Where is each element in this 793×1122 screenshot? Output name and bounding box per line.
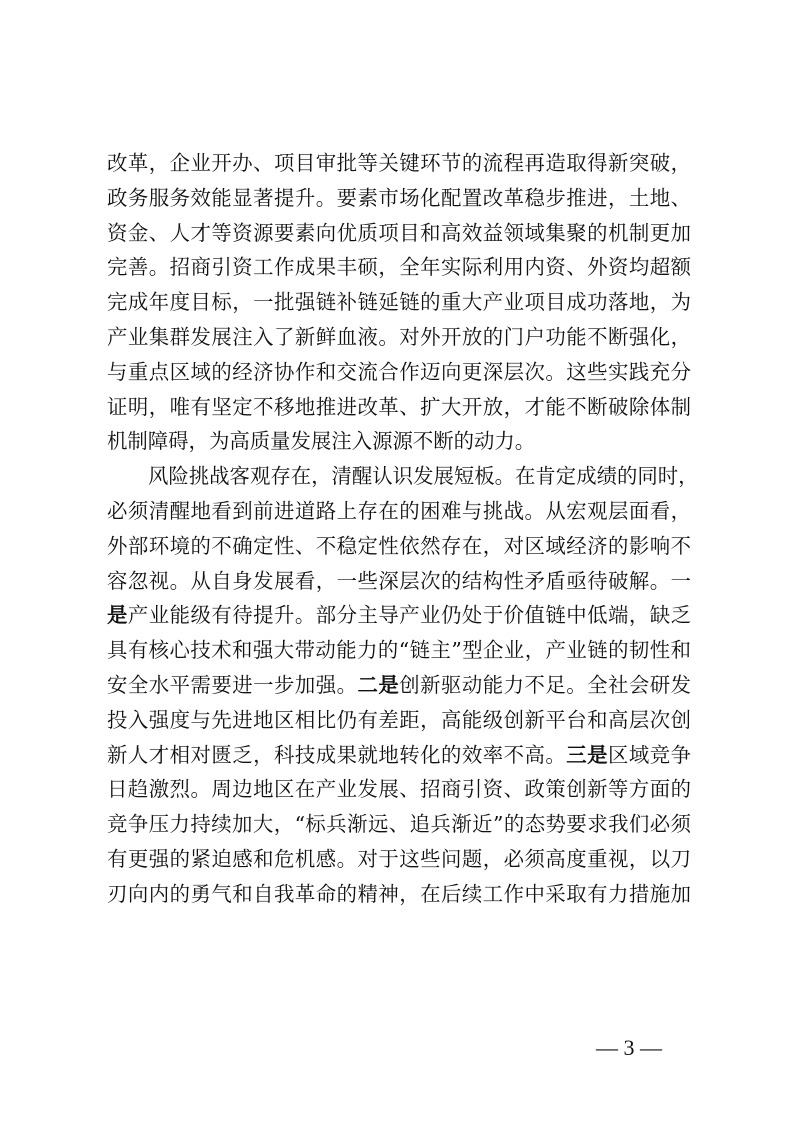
body-text	[107, 146, 699, 912]
paragraph-1-line: 资金、人才等资源要素向优质项目和高效益领域集聚的机制更加	[107, 220, 691, 245]
paragraph-1-line: 机制障碍，为高质量发展注入源源不断的动力。	[107, 429, 536, 454]
bold-marker: 二是	[357, 672, 400, 697]
paragraph-1-line: 完成年度目标，一批强链补链延链的重大产业项目成功落地，为	[107, 290, 691, 315]
paragraph-1	[107, 146, 691, 459]
paragraph-2-line: 外部环境的不确定性、不稳定性依然存在，对区域经济的影响不	[107, 533, 691, 558]
paragraph-2-line: 日趋激烈。周边地区在产业发展、招商引资、政策创新等方面的	[107, 777, 691, 802]
paragraph-2-line: 刃向内的勇气和自我革命的精神，在后续工作中采取有力措施加	[107, 881, 691, 906]
paragraph-1-line: 产业集群发展注入了新鲜血液。对外开放的门户功能不断强化，	[107, 324, 691, 349]
paragraph-1-line: 改革，企业开办、项目审批等关键环节的流程再造取得新突破，	[107, 151, 691, 175]
paragraph-2-line: 必须清醒地看到前进道路上存在的困难与挑战。从宏观层面看，	[107, 498, 691, 523]
paragraph-1-line: 政务服务效能显著提升。要素市场化配置改革稳步推进，土地、	[107, 185, 691, 210]
paragraph-2-line: 具有核心技术和强大带动能力的“链主”型企业，产业链的韧性和	[107, 638, 691, 663]
paragraph-2-line: 投入强度与先进地区相比仍有差距，高能级创新平台和高层次创	[107, 707, 691, 732]
paragraph-2-line: 风险挑战客观存在，清醒认识发展短板。在肯定成绩的同时，	[148, 464, 699, 489]
paragraph-1-line: 完善。招商引资工作成果丰硕，全年实际利用内资、外资均超额	[107, 255, 691, 280]
bold-marker: 三是	[566, 742, 608, 767]
bold-marker: 是	[107, 603, 128, 628]
paragraph-2-line	[107, 738, 691, 773]
paragraph-1-line: 证明，唯有坚定不移地推进改革、扩大开放，才能不断破除体制	[107, 394, 691, 419]
paragraph-2-line: 竞争压力持续加大，“标兵渐远、追兵渐近”的态势要求我们必须	[107, 812, 691, 837]
paragraph-2	[107, 459, 699, 911]
line-text: 创新驱动能力不足。全社会研发	[399, 672, 692, 697]
paragraph-2-line	[107, 598, 691, 633]
line-text: 新人才相对匮乏，科技成果就地转化的效率不高。	[107, 742, 567, 767]
line-text: 产业能级有待提升。部分主导产业仍处于价值链中低端，缺乏	[127, 603, 691, 628]
paragraph-2-line: 容忽视。从自身发展看，一些深层次的结构性矛盾亟待破解。一	[107, 568, 691, 593]
line-text: 安全水平需要进一步加强。	[107, 672, 358, 697]
paragraph-2-line	[107, 668, 691, 703]
page-number: — 3 —	[596, 1035, 662, 1060]
paragraph-1-line: 与重点区域的经济协作和交流合作迈向更深层次。这些实践充分	[107, 359, 691, 384]
line-text: 区域竞争	[608, 742, 692, 767]
paragraph-2-line: 有更强的紧迫感和危机感。对于这些问题，必须高度重视，以刀	[107, 846, 691, 871]
